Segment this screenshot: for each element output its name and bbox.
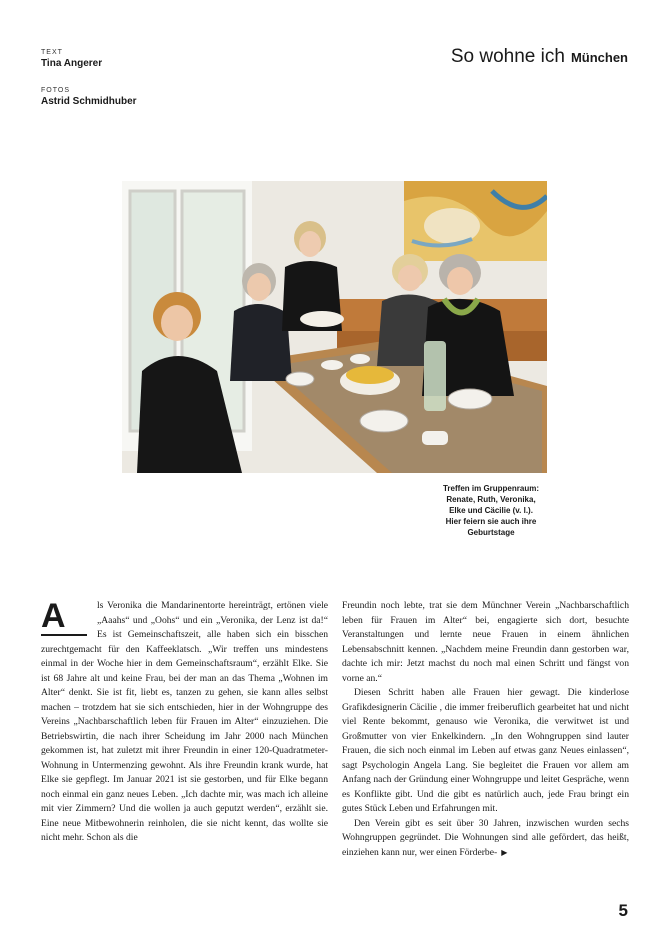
article-paragraph-text: ls Veronika die Mandarinentorte hereinträgt, ertönen viele „Aaahs“ und „Oohs“ und ein „Veronika, der Lenz ist da!“ Es ist Gemeinschaftszeit, alle haben sich ein bisschen zurechtgemacht für den Kaffeeklatsch. „Wir treffen uns mindestens einmal in der Woche hier in dem Gemeinschaftsraum“, erzählt Elke. Sie ist 68 Jahre alt und keine Frau, bei der man an das Thema „Wohnen im Alter“ denkt. Sie ist fit, liebt es, tanzen zu gehen, sie kann alles selbst machen – trotzdem hat sie sich entschieden, hier in der Wohngruppe des Vereins „Nachbarschaftlich leben für Frauen im Alter“ einzuziehen. Die Betriebswirtin, die nach ihrer Scheidung im Jahr 2000 nach München gekommen ist, hat zuletzt mit ihrer Freundin in einer 120-Quadratmeter-Wohnung in Untermenzing gewohnt. Als ihre Freundin krank wurde, hat Elke sie gepflegt. Im Januar 2021 ist sie gestorben, und für Elke begann noch einmal ein ganz neues Leben. „Ich dachte mir, was mach ich alleine mit vier Zimmern? Und die wollen ja auch geputzt werden“, erzählt sie. Eine neue Mitbewohnerin reinholen, die sie nicht kennt, das wollte sie nicht mehr. Schon als die	[41, 600, 328, 843]
article-paragraph	[342, 817, 629, 861]
caption-line: Renate, Ruth, Veronika,	[446, 495, 536, 504]
credit-photo-name: Astrid Schmidhuber	[41, 96, 137, 107]
drop-cap: A	[41, 601, 87, 636]
group-photo	[122, 181, 547, 473]
photo-caption	[420, 483, 562, 538]
article-paragraph: Freundin noch lebte, trat sie dem Münchner Verein „Nachbarschaftlich leben für Frauen im Alter“ bei, engagierte sich dort, besuchte Veranstaltungen und lernte neue Frauen in einem ähnlichen Lebensabschnitt kennen. „Nachdem meine Freundin dann gestorben war, dachte ich mir: Jetzt machst du noch mal einen Schritt und fängst von vorne an.“	[342, 600, 629, 684]
article-paragraph	[41, 599, 328, 846]
group-photo-illustration	[122, 181, 547, 473]
credit-text-label: TEXT	[41, 49, 63, 56]
caption-line: Treffen im Gruppenraum:	[442, 484, 539, 493]
article-paragraph-text: Den Verein gibt es seit über 30 Jahren, inzwischen wurden sechs Wohngruppen gegründet. Die Wohnungen sind alle gefördert, das heißt, einziehen kann nur, wer einen Förderbe-	[342, 817, 629, 858]
caption-line: Geburtstage	[467, 528, 515, 537]
continue-arrow-icon: ▶	[501, 847, 508, 857]
caption-line: Hier feiern sie auch ihre	[445, 517, 537, 526]
article-paragraph: Diesen Schritt haben alle Frauen hier gewagt. Die kinderlose Grafikdesignerin Cäcilie , die immer freiberuflich gearbeitet hat und nicht viel Rente bekommt, genauso wie Veronika, die verwitwet ist und Großmutter von vier Enkelkindern. „In den Wohngruppen sind lauter Frauen, die sich noch einmal im Leben auf etwas ganz Neues einlassen“, sagt Psychologin Angela Lang. Sie begleitet die Frauen vor allem am Anfang nach der Gründung einer Wohngruppe und leitet Gespräche, wenn es Konflikte gibt. Und die gibt es natürlich auch, jede Frau bringt ein gutes Stück Leben und Erfahrungen mit.	[342, 687, 629, 814]
article-column-left	[41, 599, 328, 846]
page-number: 5	[618, 901, 628, 920]
credit-text-name: Tina Angerer	[41, 58, 103, 69]
article-column-right	[342, 599, 629, 860]
credit-photo	[41, 87, 137, 107]
caption-line: Elke und Cäcilie (v. l.).	[449, 506, 533, 515]
credit-photo-label: FOTOS	[41, 87, 70, 94]
rubric-title: So wohne ich	[450, 46, 565, 67]
rubric-city: München	[570, 50, 628, 65]
rubric-header	[451, 46, 628, 68]
credit-text	[41, 49, 102, 69]
